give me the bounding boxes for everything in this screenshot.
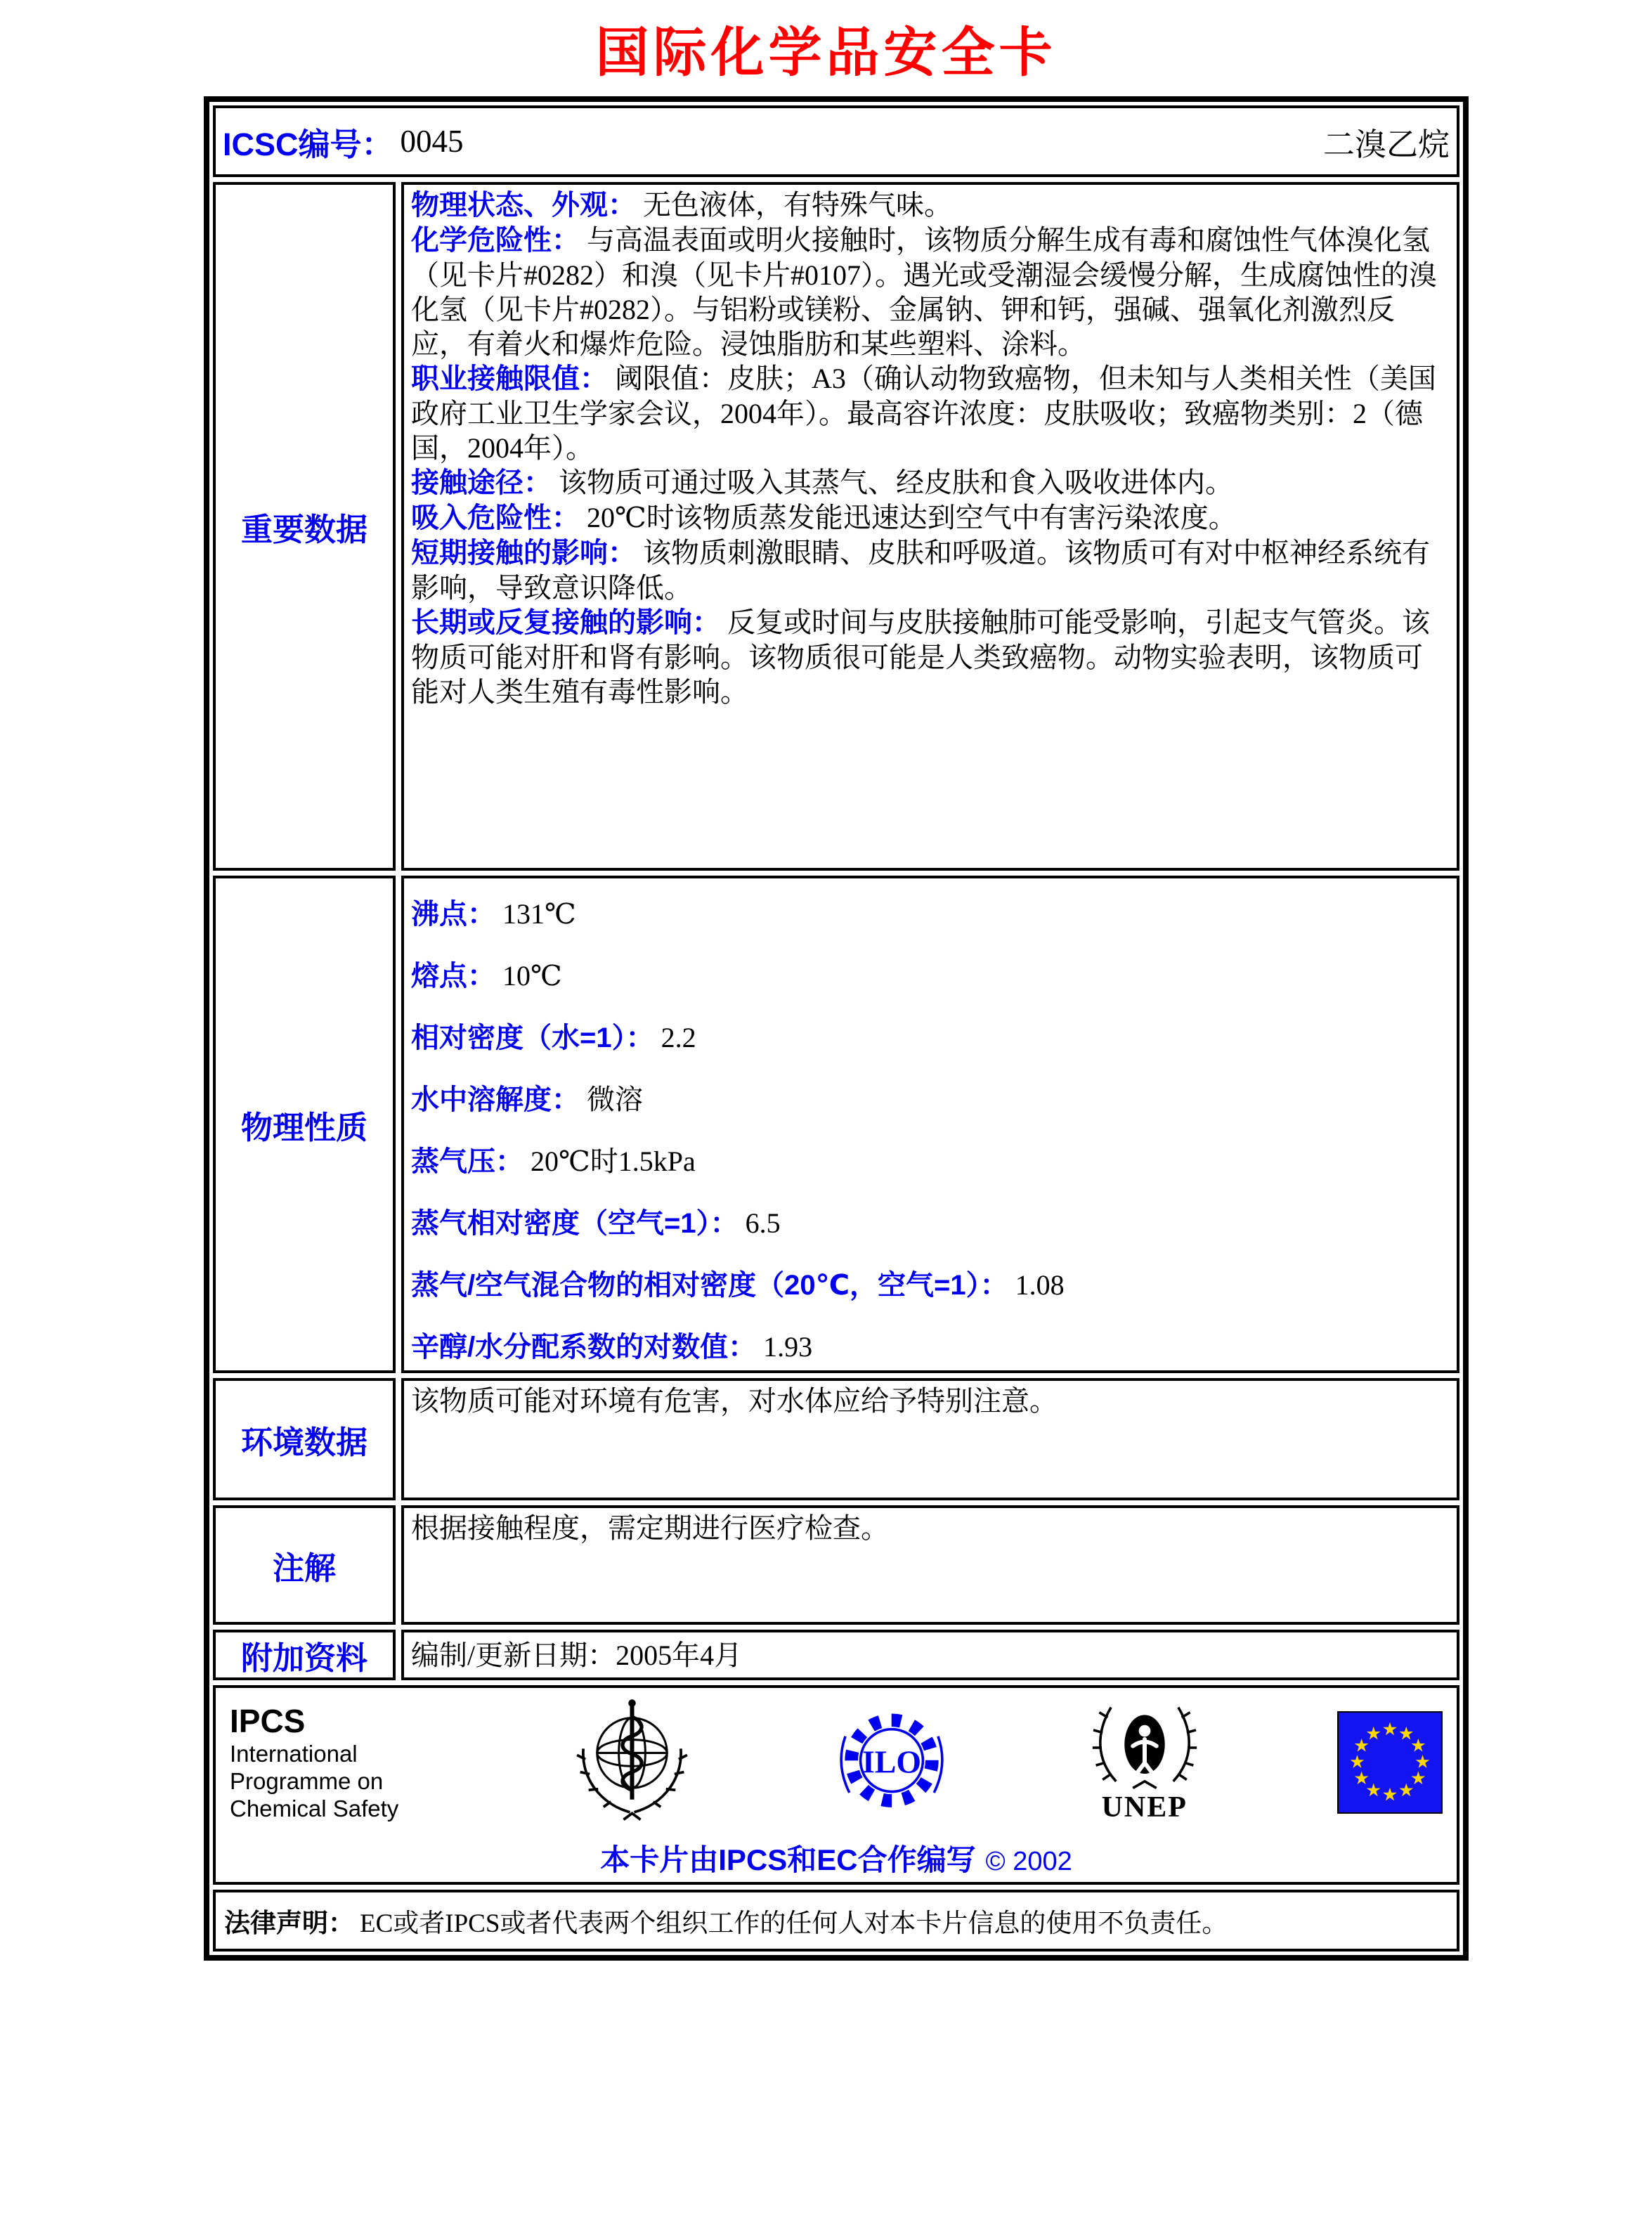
field-label: 物理状态、外观： [411,190,636,221]
field-label: 职业接触限值： [411,363,608,394]
property-value: 2.2 [661,1022,696,1053]
field-value: 该物质刺激眼睛、皮肤和呼吸道。该物质可有对中枢神经系统有影响，导致意识降低。 [411,537,1430,604]
property-label: 水中溶解度： [411,1084,580,1115]
field-label: 短期接触的影响： [411,538,636,569]
who-logo-icon [567,1694,697,1831]
notes-row [213,1505,1459,1625]
section-label-physical-properties: 物理性质 [213,876,396,1373]
ilo-logo-icon [831,1702,952,1823]
additional-info-cell [401,1630,1459,1680]
property-value: 1.93 [763,1331,813,1363]
logo-strip [226,1692,1447,1833]
page-title: 国际化学品安全卡 [595,24,1057,83]
property-row [411,1330,1450,1365]
property-value: 131℃ [502,898,576,930]
ipcs-line: International [230,1740,358,1767]
field-value: 20℃时该物质蒸发能迅速达到空气中有害污染浓度。 [587,502,1237,533]
unep-logo-block [1086,1701,1204,1824]
additional-info-text: 编制/更新日期：2005年4月 [411,1639,743,1671]
property-label: 相对密度（水=1）： [411,1022,654,1053]
property-label: 辛醇/水分配系数的对数值： [411,1332,757,1363]
environment-row [213,1378,1459,1500]
field-label: 吸入危险性： [411,502,580,533]
important-paragraph [411,465,1450,500]
legal-label: 法律声明： [224,1909,354,1937]
important-data-cell [401,182,1459,871]
field-label: 接触途径： [411,467,552,498]
property-value: 6.5 [745,1207,781,1239]
field-label: 长期或反复接触的影响： [411,607,720,638]
property-label: 蒸气/空气混合物的相对密度（20℃，空气=1）： [411,1270,1008,1301]
notes-cell [401,1505,1459,1625]
header-row [213,105,1459,177]
ipcs-text-block [230,1702,434,1822]
copyright-text: © 2002 [985,1847,1072,1876]
legal-row [213,1890,1459,1951]
additional-info-row [213,1630,1459,1680]
chemical-name: 二溴乙烷 [1322,126,1450,162]
important-paragraph [411,361,1450,465]
section-label-environment: 环境数据 [213,1378,396,1500]
field-value: 与高温表面或明火接触时，该物质分解生成有毒和腐蚀性气体溴化氢（见卡片#0282）和溴（见卡片#0107）。遇光或受潮湿会缓慢分解，生成腐蚀性的溴化氢（见卡片#0282）。与铝粉或镁粉、金属钠、钾和钙，强碱、强氧化剂激烈反应，有着火和爆炸危险。浸蚀脂肪和某些塑料、涂料。 [411,224,1437,360]
field-value: 反复或时间与皮肤接触肺可能受影响，引起支气管炎。该物质可能对肝和肾有影响。该物质很可能是人类致癌物。动物实验表明，该物质可能对人类生殖有毒性影响。 [411,606,1430,708]
credit-line [226,1837,1447,1879]
important-paragraph [411,188,1450,223]
property-row [411,1206,1450,1241]
unep-logo-icon [1086,1701,1204,1795]
property-value: 微溶 [587,1084,643,1115]
property-label: 蒸气压： [411,1146,523,1177]
property-value: 10℃ [502,960,562,992]
physical-properties-cell [401,876,1459,1373]
property-row [411,1082,1450,1117]
important-paragraph [411,535,1450,605]
physical-properties-row [213,876,1459,1373]
field-value: 该物质可通过吸入其蒸气、经皮肤和食入吸收进体内。 [559,467,1233,498]
important-paragraph [411,223,1450,361]
property-row [411,897,1450,932]
property-label: 蒸气相对密度（空气=1）： [411,1208,739,1239]
property-label: 沸点： [411,899,495,930]
ipcs-title: IPCS [230,1703,306,1740]
notes-text: 根据接触程度，需定期进行医疗检查。 [411,1512,889,1544]
property-row [411,1268,1450,1303]
property-row [411,1144,1450,1179]
field-label: 化学危险性： [411,225,580,256]
environment-cell [401,1378,1459,1500]
ilo-logo-text: ILO [861,1743,921,1780]
credit-text: 本卡片由IPCS和EC合作编写 [600,1843,976,1876]
property-row [411,959,1450,994]
field-value: 无色液体，有特殊气味。 [643,189,952,221]
ipcs-line: Programme on [230,1767,384,1794]
icsc-number-label: ICSC编号： [223,126,394,162]
ipcs-line: Chemical Safety [230,1795,399,1821]
section-label-additional-info: 附加资料 [213,1630,396,1680]
unep-logo-text: UNEP [1101,1791,1188,1824]
field-value: 阈限值：皮肤；A3（确认动物致癌物，但未知与人类相关性（美国政府工业卫生学家会议，2004年）。最高容许浓度：皮肤吸收；致癌物类别：2（德国，2004年）。 [411,363,1436,464]
property-row [411,1020,1450,1056]
icsc-card [204,96,1469,1961]
important-data-row [213,182,1459,871]
property-label: 熔点： [411,961,495,992]
legal-text: EC或者IPCS或者代表两个组织工作的任何人对本卡片信息的使用不负责任。 [360,1909,1228,1938]
environment-text: 该物质可能对环境有危害，对水体应给予特别注意。 [411,1385,1058,1417]
important-paragraph [411,605,1450,709]
footer-row [213,1685,1459,1885]
eu-flag-icon [1337,1711,1443,1814]
property-value: 1.08 [1015,1269,1065,1301]
icsc-number-value: 0045 [400,124,464,159]
property-value: 20℃时1.5kPa [531,1145,696,1177]
section-label-notes: 注解 [213,1505,396,1625]
section-label-important-data: 重要数据 [213,182,396,871]
important-paragraph [411,500,1450,535]
